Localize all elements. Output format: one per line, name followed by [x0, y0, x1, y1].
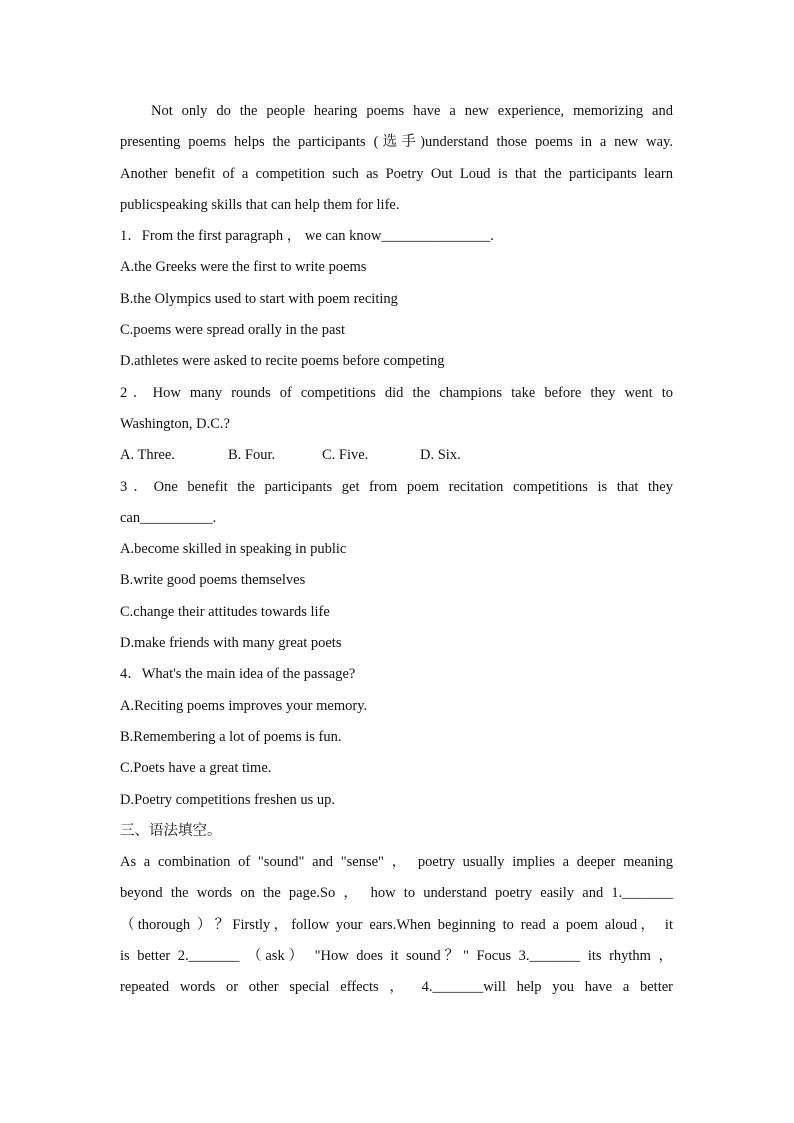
answer-option-c: C.Poets have a great time.	[120, 760, 272, 777]
passage-line: Another benefit of a competition such as Poetry Out Loud is that the participants learn	[120, 165, 673, 182]
passage-paragraph	[120, 96, 673, 221]
answer-option-a: A.become skilled in speaking in public	[120, 541, 347, 558]
section-text-line: As a combination of "sound" and "sense" ， poetry usually implies a deeper meaning	[120, 854, 673, 871]
question-2	[120, 378, 673, 472]
answer-option-a: A. Three.	[120, 447, 175, 464]
question-stem: 3．One benefit the participants get from poem recitation competitions is that they	[120, 478, 673, 495]
passage-line: presenting poems helps the participants (选手)understand those poems in a new way.	[120, 134, 673, 151]
section-text-line: is better 2._______ （ask） "How does it sound？" Focus 3._______ its rhythm ，	[120, 948, 673, 965]
answer-option-c: C.change their attitudes towards life	[120, 603, 330, 620]
passage-line: publicspeaking skills that can help them for life.	[120, 196, 400, 213]
document-body	[120, 96, 673, 1004]
question-stem: 4．What's the main idea of the passage?	[120, 666, 356, 683]
section-text-line: repeated words or other special effects ， 4._______will help you have a better	[120, 979, 673, 996]
answer-option-d: D.athletes were asked to recite poems before competing	[120, 353, 445, 370]
inline-options	[120, 440, 673, 471]
section-text-line: （thorough ）？Firstly，follow your ears.When beginning to read a poem aloud， it	[120, 916, 673, 933]
question-stem: 2．How many rounds of competitions did the champions take before they went to	[120, 384, 673, 401]
section-text-line: beyond the words on the page.So ， how to understand poetry easily and 1._______	[120, 885, 673, 902]
answer-option-c: C.poems were spread orally in the past	[120, 322, 346, 339]
answer-option-b: B. Four.	[228, 447, 276, 464]
question-stem: 1．From the first paragraph ， we can know_______________.	[120, 228, 494, 245]
passage-line: Not only do the people hearing poems have a new experience, memorizing and	[151, 103, 673, 119]
answer-option-b: B.the Olympics used to start with poem reciting	[120, 290, 398, 307]
question-stem-continued: Washington, D.C.?	[120, 415, 230, 432]
answer-option-c: C. Five.	[322, 447, 369, 464]
answer-option-d: D. Six.	[420, 447, 461, 464]
question-4	[120, 659, 673, 815]
answer-option-a: A.Reciting poems improves your memory.	[120, 697, 368, 714]
answer-option-d: D.Poetry competitions freshen us up.	[120, 791, 336, 808]
question-3	[120, 472, 673, 660]
section-heading: 三、语法填空。	[120, 822, 222, 839]
question-1	[120, 221, 673, 377]
section-grammar-fill	[120, 816, 673, 1004]
question-stem-continued: can__________.	[120, 509, 217, 526]
answer-option-a: A.the Greeks were the first to write poems	[120, 259, 367, 276]
answer-option-b: B.Remembering a lot of poems is fun.	[120, 728, 342, 745]
answer-option-d: D.make friends with many great poets	[120, 635, 342, 652]
answer-option-b: B.write good poems themselves	[120, 572, 306, 589]
